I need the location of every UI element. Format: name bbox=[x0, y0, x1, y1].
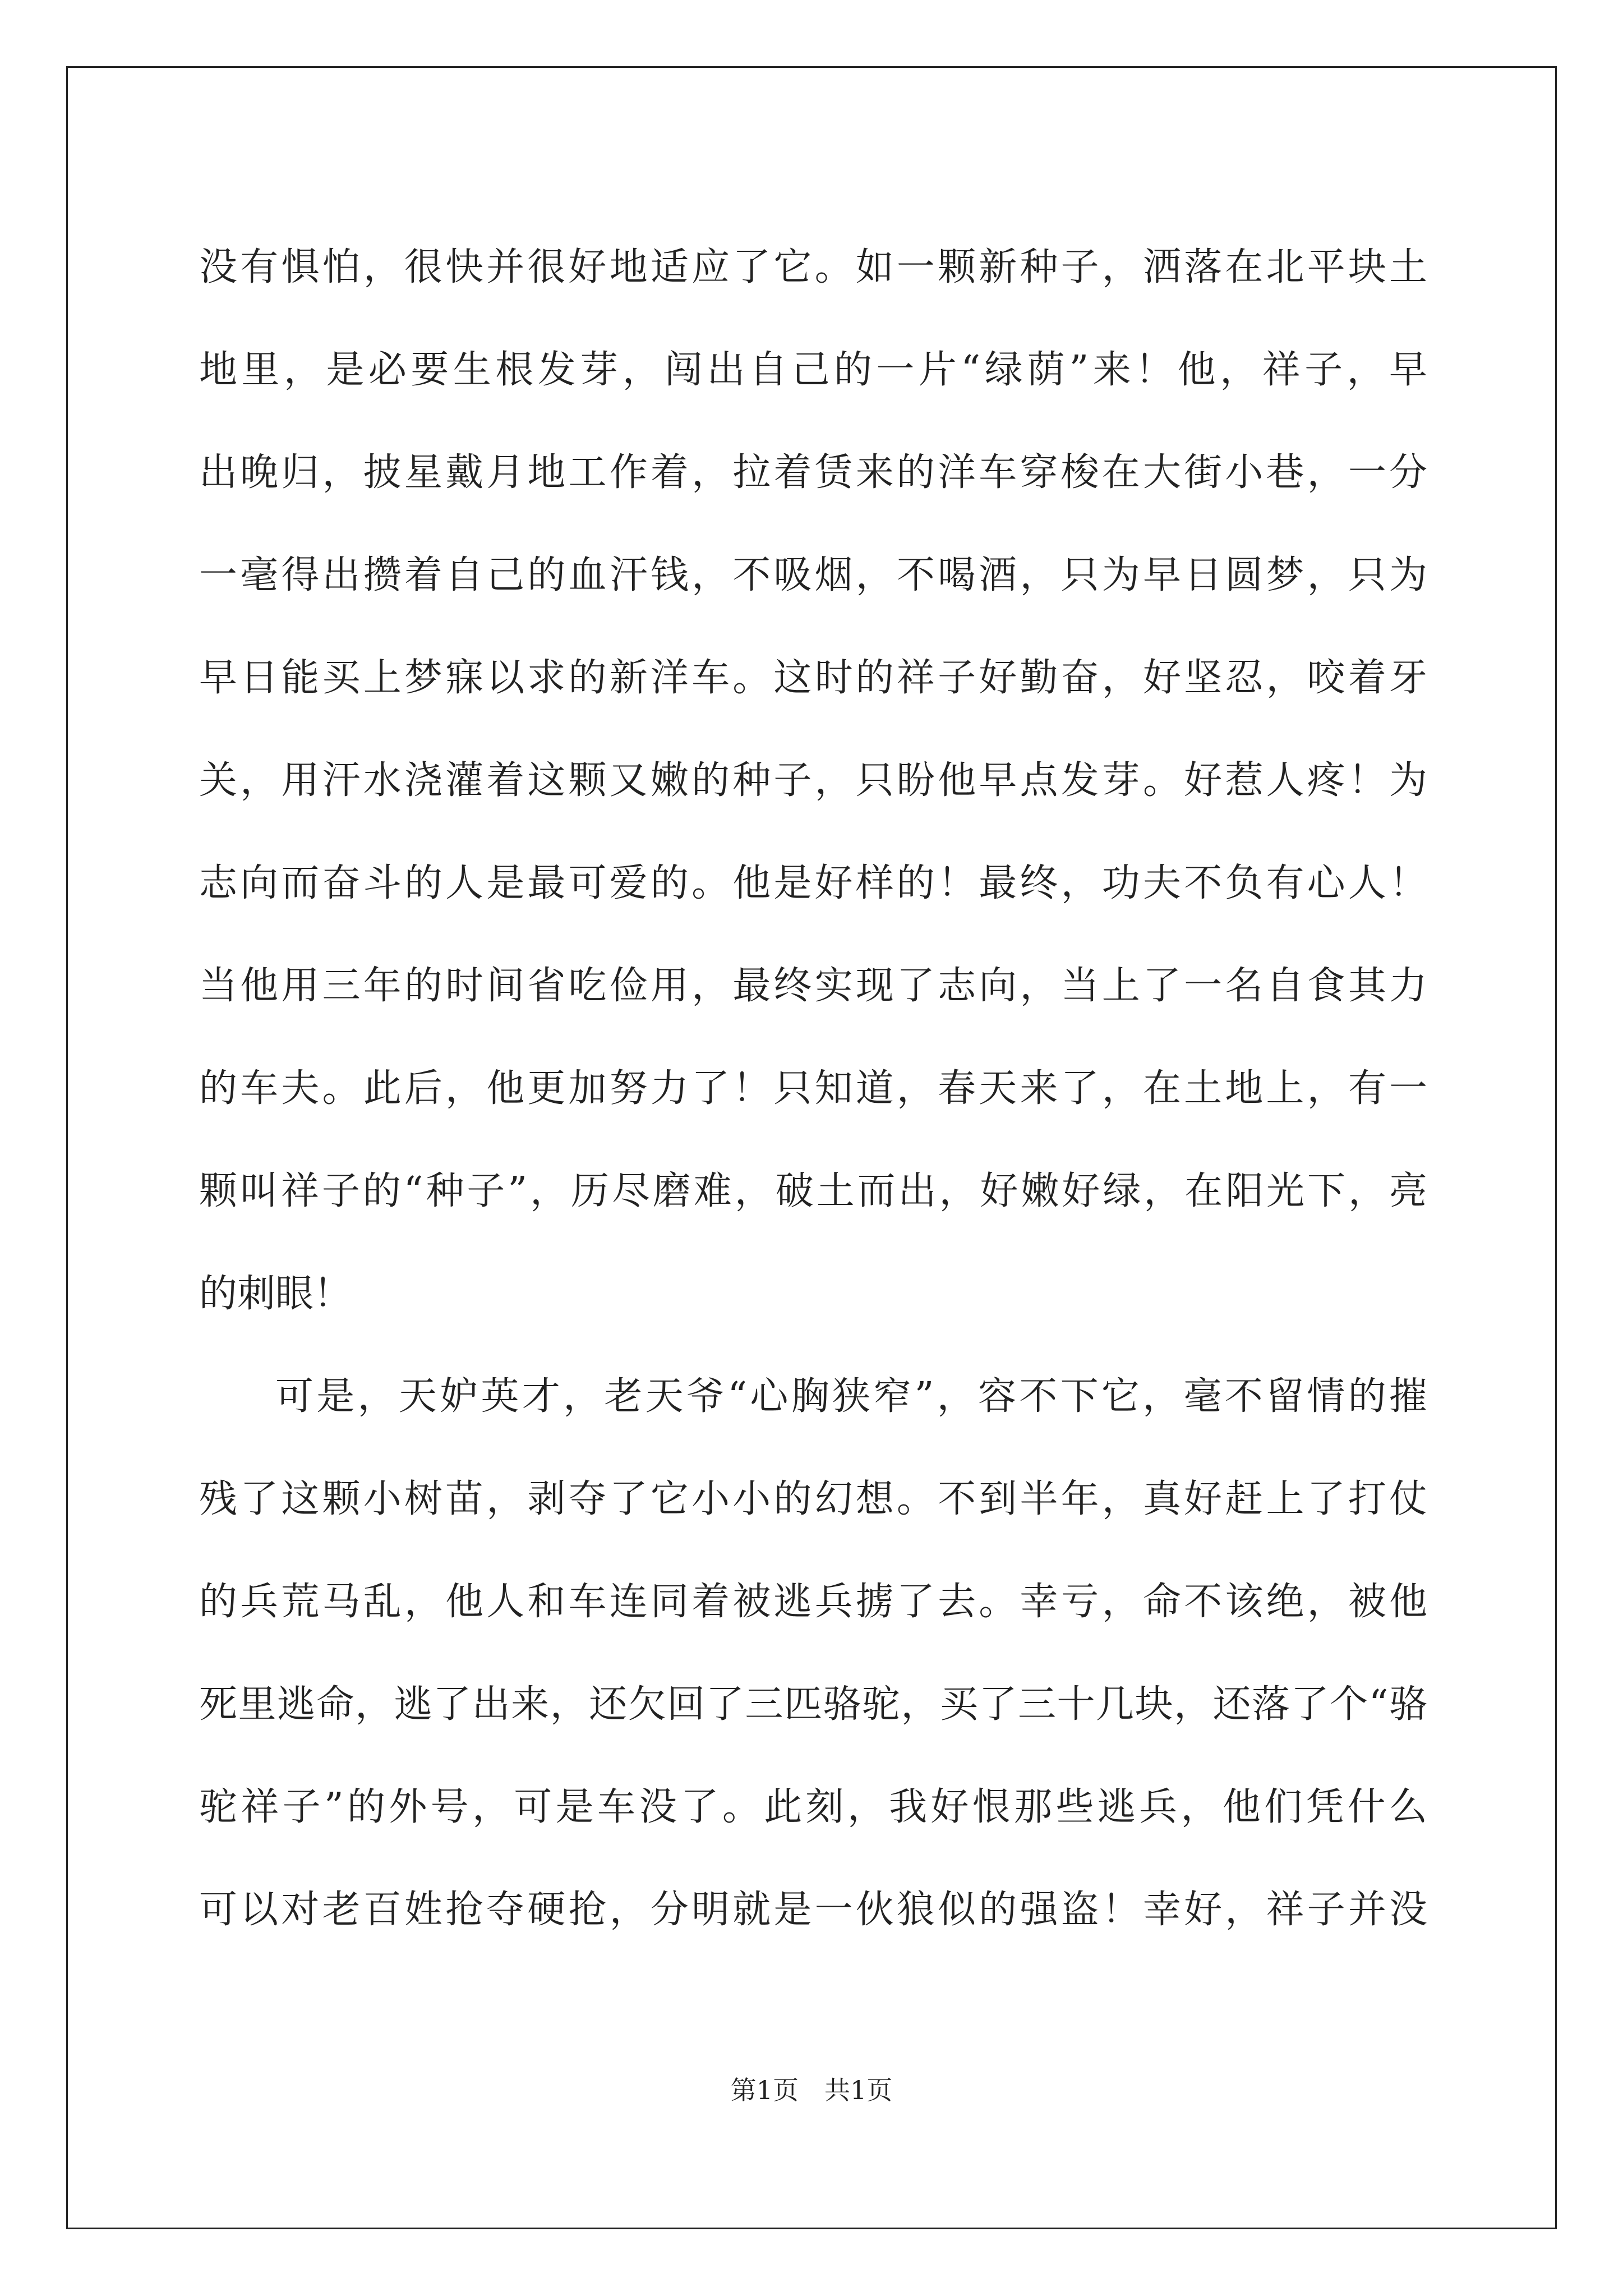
text-line: 可以对老百姓抢夺硬抢，分明就是一伙狼似的强盗！幸好，祥子并没 bbox=[199, 1888, 1427, 1932]
text-line: 地里，是必要生根发芽，闯出自己的一片“绿荫”来！他，祥子，早 bbox=[199, 348, 1427, 392]
text-line: 一毫得出攒着自己的血汗钱，不吸烟，不喝酒，只为早日圆梦，只为 bbox=[199, 553, 1427, 597]
text-line: 出晚归，披星戴月地工作着，拉着赁来的洋车穿梭在大街小巷，一分 bbox=[199, 450, 1427, 495]
text-line: 的兵荒马乱，他人和车连同着被逃兵掳了去。幸亏，命不该绝，被他 bbox=[199, 1580, 1427, 1624]
text-line: 关，用汗水浇灌着这颗又嫩的种子，只盼他早点发芽。好惹人疼！为 bbox=[199, 758, 1427, 803]
text-line: 的刺眼！ bbox=[199, 1272, 352, 1316]
page-number: 第1页 共1页 bbox=[730, 2075, 893, 2105]
text-line: 没有惧怕，很快并很好地适应了它。如一颗新种子，洒落在北平块土 bbox=[199, 245, 1427, 289]
text-line: 的车夫。此后，他更加努力了！只知道，春天来了，在土地上，有一 bbox=[199, 1066, 1427, 1111]
text-line: 可是，天妒英才，老天爷“心胸狭窄”，容不下它，毫不留情的摧 bbox=[275, 1374, 1427, 1419]
text-line: 当他用三年的时间省吃俭用，最终实现了志向，当上了一名自食其力 bbox=[199, 964, 1427, 1008]
text-line: 驼祥子”的外号，可是车没了。此刻，我好恨那些逃兵，他们凭什么 bbox=[199, 1785, 1427, 1829]
text-line: 残了这颗小树苗，剥夺了它小小的幻想。不到半年，真好赶上了打仗 bbox=[199, 1477, 1427, 1521]
text-line: 死里逃命，逃了出来，还欠回了三匹骆驼，买了三十几块，还落了个“骆 bbox=[199, 1682, 1427, 1727]
document-body bbox=[199, 216, 1427, 1961]
text-line: 颗叫祥子的“种子”，历尽磨难，破土而出，好嫩好绿，在阳光下，亮 bbox=[199, 1169, 1427, 1213]
page-footer bbox=[0, 2070, 1623, 2107]
text-line: 早日能买上梦寐以求的新洋车。这时的祥子好勤奋，好坚忍，咬着牙 bbox=[199, 656, 1427, 700]
text-line: 志向而奋斗的人是最可爱的。他是好样的！最终，功夫不负有心人！ bbox=[199, 861, 1427, 905]
